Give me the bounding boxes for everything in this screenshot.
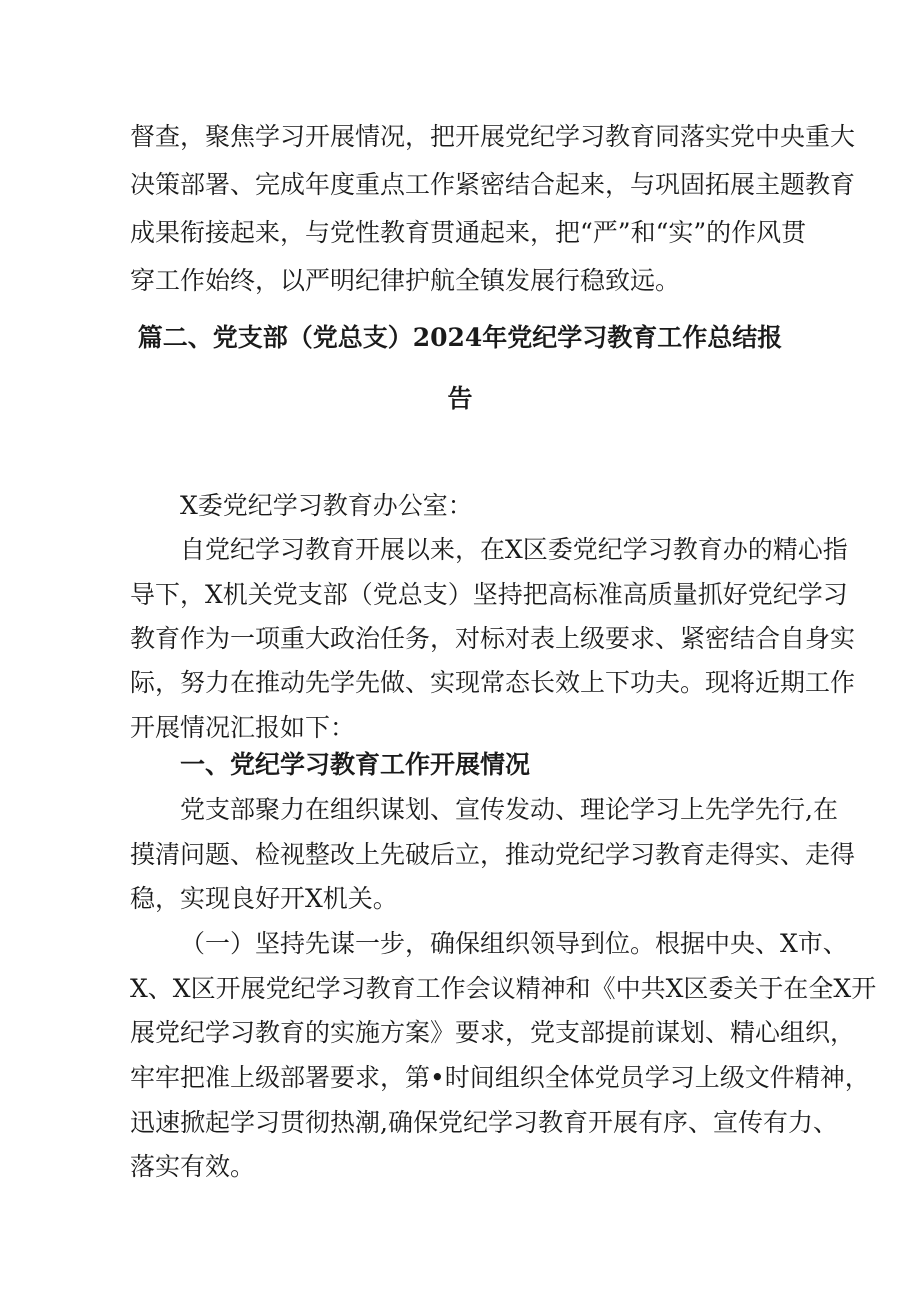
document-title-line-2: 告 xyxy=(447,384,473,413)
intro-line-3: 教育作为一项重大政治任务，对标对表上级要求、紧密结合自身实 xyxy=(130,624,856,653)
section-line-2: 摸清问题、检视整改上先破后立，推动党纪学习教育走得实、走得 xyxy=(130,840,856,869)
document-title-line-1: 篇二、党支部（党总支）2024年党纪学习教育工作总结报 xyxy=(137,323,783,352)
continuation-line-3: 成果衔接起来，与党性教育贯通起来，把“严”和“实”的作风贯 xyxy=(130,218,807,247)
subsection-line-6: 落实有效。 xyxy=(130,1152,256,1181)
section-line-3: 稳，实现良好开X机关。 xyxy=(130,884,398,913)
section-line-1: 党支部聚力在组织谋划、宣传发动、理论学习上先学先行,在 xyxy=(180,795,838,824)
subsection-line-5: 迅速掀起学习贯彻热潮,确保党纪学习教育开展有序、宣传有力、 xyxy=(130,1108,838,1137)
intro-line-5: 开展情况汇报如下： xyxy=(130,713,356,742)
salutation: X委党纪学习教育办公室： xyxy=(180,491,473,520)
continuation-line-2: 决策部署、完成年度重点工作紧密结合起来，与巩固拓展主题教育 xyxy=(130,170,856,199)
subsection-line-1: （一）坚持先谋一步，确保组织领导到位。根据中央、X市、 xyxy=(180,929,848,958)
intro-line-4: 际，努力在推动先学先做、实现常态长效上下功夫。现将近期工作 xyxy=(130,668,856,697)
subsection-line-2: X、X区开展党纪学习教育工作会议精神和《中共X区委关于在全X开 xyxy=(130,974,877,1003)
continuation-line-1: 督查，聚焦学习开展情况，把开展党纪学习教育同落实党中央重大 xyxy=(130,122,856,151)
subsection-line-4: 牢牢把准上级部署要求，第•时间组织全体党员学习上级文件精神， xyxy=(130,1063,870,1092)
intro-line-1: 自党纪学习教育开展以来，在X区委党纪学习教育办的精心指 xyxy=(180,535,848,564)
section-heading: 一、党纪学习教育工作开展情况 xyxy=(180,750,531,779)
intro-line-2: 导下，X机关党支部（党总支）坚持把高标准高质量抓好党纪学习 xyxy=(130,580,848,609)
subsection-line-3: 展党纪学习教育的实施方案》要求，党支部提前谋划、精心组织， xyxy=(130,1018,856,1047)
continuation-line-4: 穿工作始终，以严明纪律护航全镇发展行稳致远。 xyxy=(130,266,681,295)
